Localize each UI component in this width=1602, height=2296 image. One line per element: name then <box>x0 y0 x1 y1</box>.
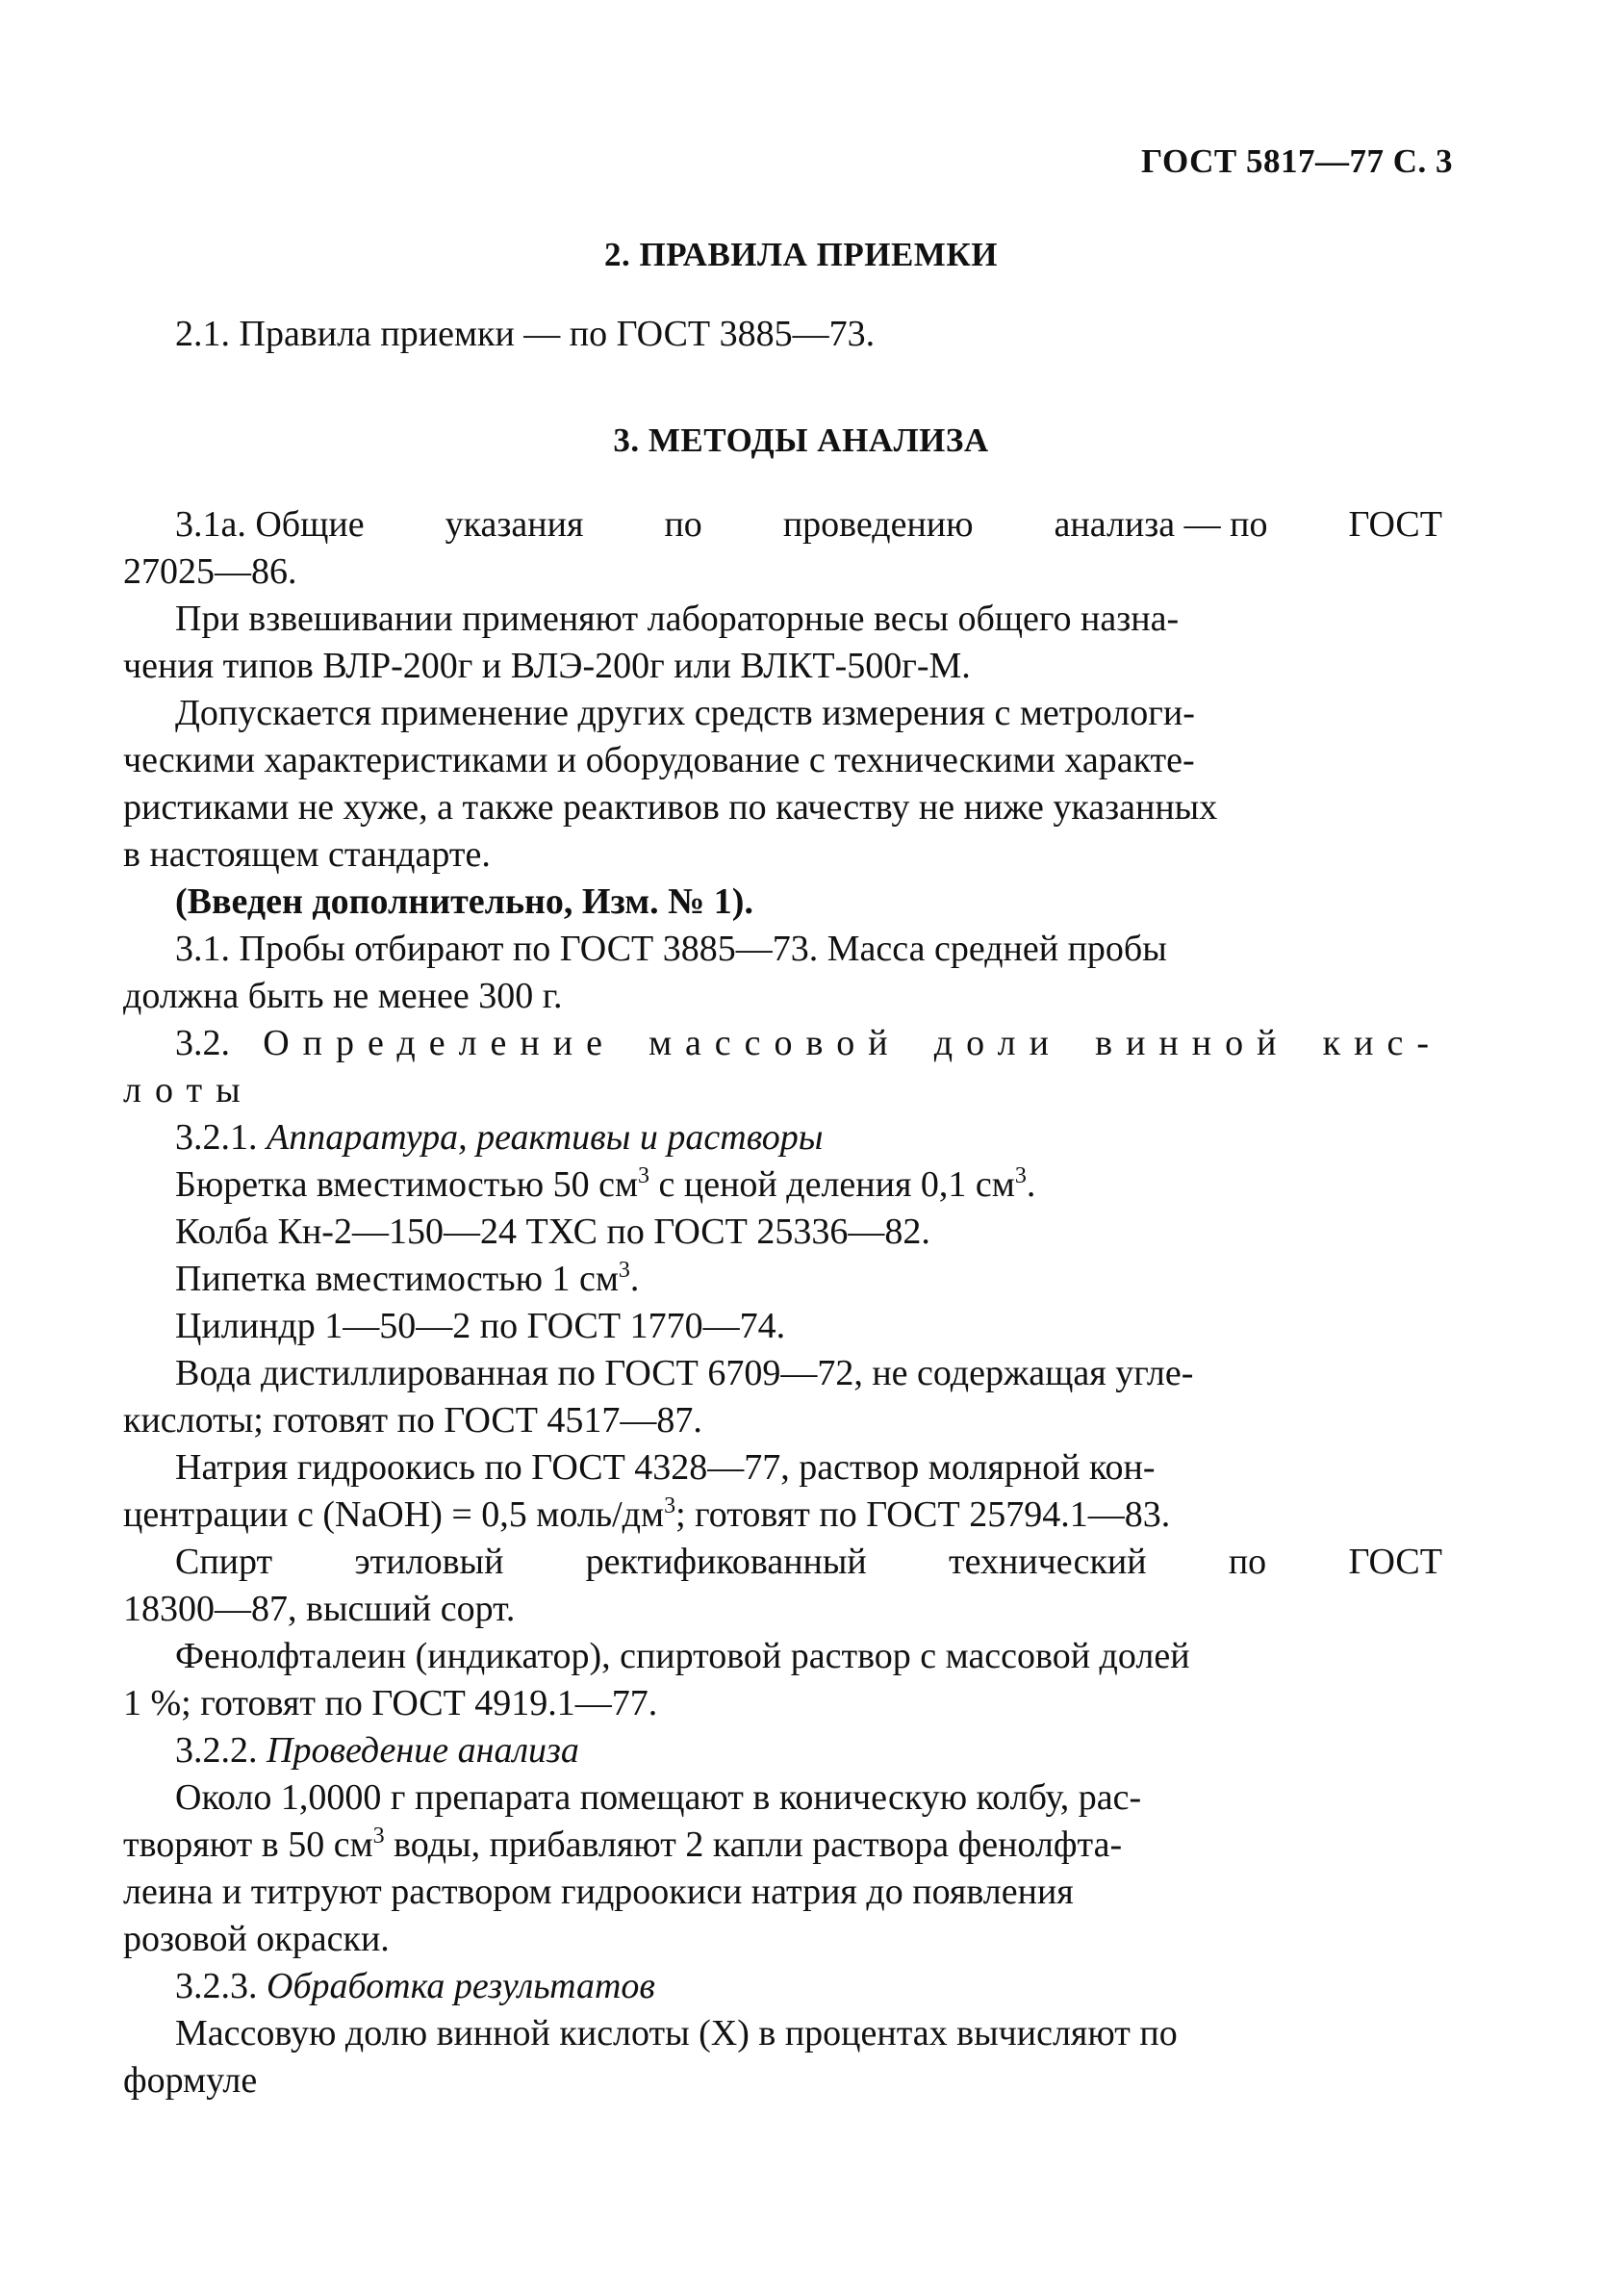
superscript: 3 <box>372 1824 385 1849</box>
word: анализа — по <box>1054 504 1268 545</box>
paragraph-3-1a-line2: 27025—86. <box>123 551 297 592</box>
subsection-title: Проведение анализа <box>267 1730 579 1771</box>
section-number: 3.2.2. <box>175 1730 258 1771</box>
word: ректификованный <box>585 1542 867 1582</box>
allowed-line4: в настоящем стандарте. <box>123 834 491 875</box>
water-line2: кислоты; готовят по ГОСТ 4517—87. <box>123 1400 702 1441</box>
allowed-line1: Допускается применение других средств измерения с метрологи- <box>175 693 1195 733</box>
text: воды, прибавляют 2 капли раствора фенолфта- <box>384 1824 1123 1865</box>
allowed-line2: ческими характеристиками и оборудование с техническими характе- <box>123 740 1195 780</box>
allowed-line3: ристиками не хуже, а также реактивов по качеству не ниже указанных <box>123 787 1218 828</box>
section-number: 3.2.3. <box>175 1966 258 2006</box>
procedure-line2 <box>123 1826 1122 1863</box>
weighing-line1: При взвешивании применяют лабораторные весы общего назна- <box>175 599 1180 639</box>
procedure-line3: леина и титруют раствором гидроокиси натрия до появления <box>123 1872 1074 1912</box>
word: по <box>664 504 702 545</box>
paragraph-3-2-title-line1 <box>175 1025 1442 1061</box>
text: Пипетка вместимостью 1 см <box>175 1259 619 1299</box>
word: винной <box>1095 1023 1290 1063</box>
section-heading-analysis-methods: 3. МЕТОДЫ АНАЛИЗА <box>613 421 989 459</box>
paragraph-3-1-line2: должна быть не менее 300 г. <box>123 976 563 1016</box>
section-number: 3.2.1. <box>175 1117 258 1158</box>
word: доли <box>933 1023 1062 1063</box>
text: ; готовят по ГОСТ 25794.1—83. <box>675 1494 1171 1535</box>
procedure-line1: Около 1,0000 г препарата помещают в коническую колбу, рас- <box>175 1777 1142 1818</box>
weighing-line2: чения типов ВЛР-200г и ВЛЭ-200г или ВЛКТ-500г-М. <box>123 646 971 686</box>
word: массовой <box>648 1023 902 1063</box>
procedure-line4: розовой окраски. <box>123 1919 390 1959</box>
word: этиловый <box>354 1542 504 1582</box>
superscript: 3 <box>1014 1163 1027 1188</box>
word: Спирт <box>175 1542 273 1582</box>
text: . <box>1026 1164 1036 1205</box>
paragraph-3-2-1-heading <box>175 1119 823 1156</box>
spirit-line2: 18300—87, высший сорт. <box>123 1589 516 1629</box>
flask-line: Колба Кн-2—150—24 ТХС по ГОСТ 25336—82. <box>175 1212 930 1252</box>
calculation-line1: Массовую долю винной кислоты (X) в процентах вычисляют по <box>175 2013 1178 2054</box>
word: по <box>1228 1542 1267 1582</box>
word: технический <box>949 1542 1147 1582</box>
pipette-line <box>175 1258 640 1299</box>
word: Определение <box>263 1023 616 1063</box>
amendment-note: (Введен дополнительно, Изм. № 1). <box>175 881 753 922</box>
phenol-line2: 1 %; готовят по ГОСТ 4919.1—77. <box>123 1683 658 1723</box>
spirit-line1 <box>175 1543 1442 1580</box>
cylinder-line: Цилиндр 1—50—2 по ГОСТ 1770—74. <box>175 1306 786 1346</box>
superscript: 3 <box>664 1493 676 1518</box>
paragraph-3-2-2-heading <box>175 1732 579 1769</box>
water-line1: Вода дистиллированная по ГОСТ 6709—72, не содержащая угле- <box>175 1353 1194 1393</box>
text: центрации с (NaOH) = 0,5 моль/дм <box>123 1494 665 1535</box>
paragraph-3-2-3-heading <box>175 1968 655 2004</box>
superscript: 3 <box>638 1163 649 1188</box>
paragraph-3-1a-line1 <box>175 506 1442 543</box>
word: ГОСТ <box>1348 504 1442 545</box>
word: кис- <box>1322 1023 1442 1063</box>
word: проведению <box>782 504 974 545</box>
text: . <box>629 1259 640 1299</box>
word: указания <box>445 504 584 545</box>
paragraph-3-1-line1: 3.1. Пробы отбирают по ГОСТ 3885—73. Масса средней пробы <box>175 929 1167 969</box>
word: ГОСТ <box>1348 1542 1442 1582</box>
text: творяют в 50 см <box>123 1824 373 1865</box>
calculation-line2: формуле <box>123 2060 258 2101</box>
phenol-line1: Фенолфталеин (индикатор), спиртовой раствор с массовой долей <box>175 1636 1190 1676</box>
text: с ценой деления 0,1 см <box>649 1164 1015 1205</box>
paragraph-3-2-title-line2: лоты <box>123 1070 254 1110</box>
subsection-title: Аппаратура, реактивы и растворы <box>267 1117 824 1158</box>
word: 3.1а. Общие <box>175 504 365 545</box>
text: Бюретка вместимостью 50 см <box>175 1164 638 1205</box>
naoh-line1: Натрия гидроокись по ГОСТ 4328—77, раствор молярной кон- <box>175 1447 1156 1488</box>
word: 3.2. <box>175 1023 230 1063</box>
burette-line <box>175 1163 1036 1205</box>
page-header: ГОСТ 5817—77 С. 3 <box>1141 142 1453 180</box>
subsection-title: Обработка результатов <box>267 1966 655 2006</box>
naoh-line2 <box>123 1493 1171 1535</box>
paragraph-2-1: 2.1. Правила приемки — по ГОСТ 3885—73. <box>175 314 876 354</box>
superscript: 3 <box>618 1258 630 1283</box>
section-heading-acceptance-rules: 2. ПРАВИЛА ПРИЕМКИ <box>604 236 998 273</box>
